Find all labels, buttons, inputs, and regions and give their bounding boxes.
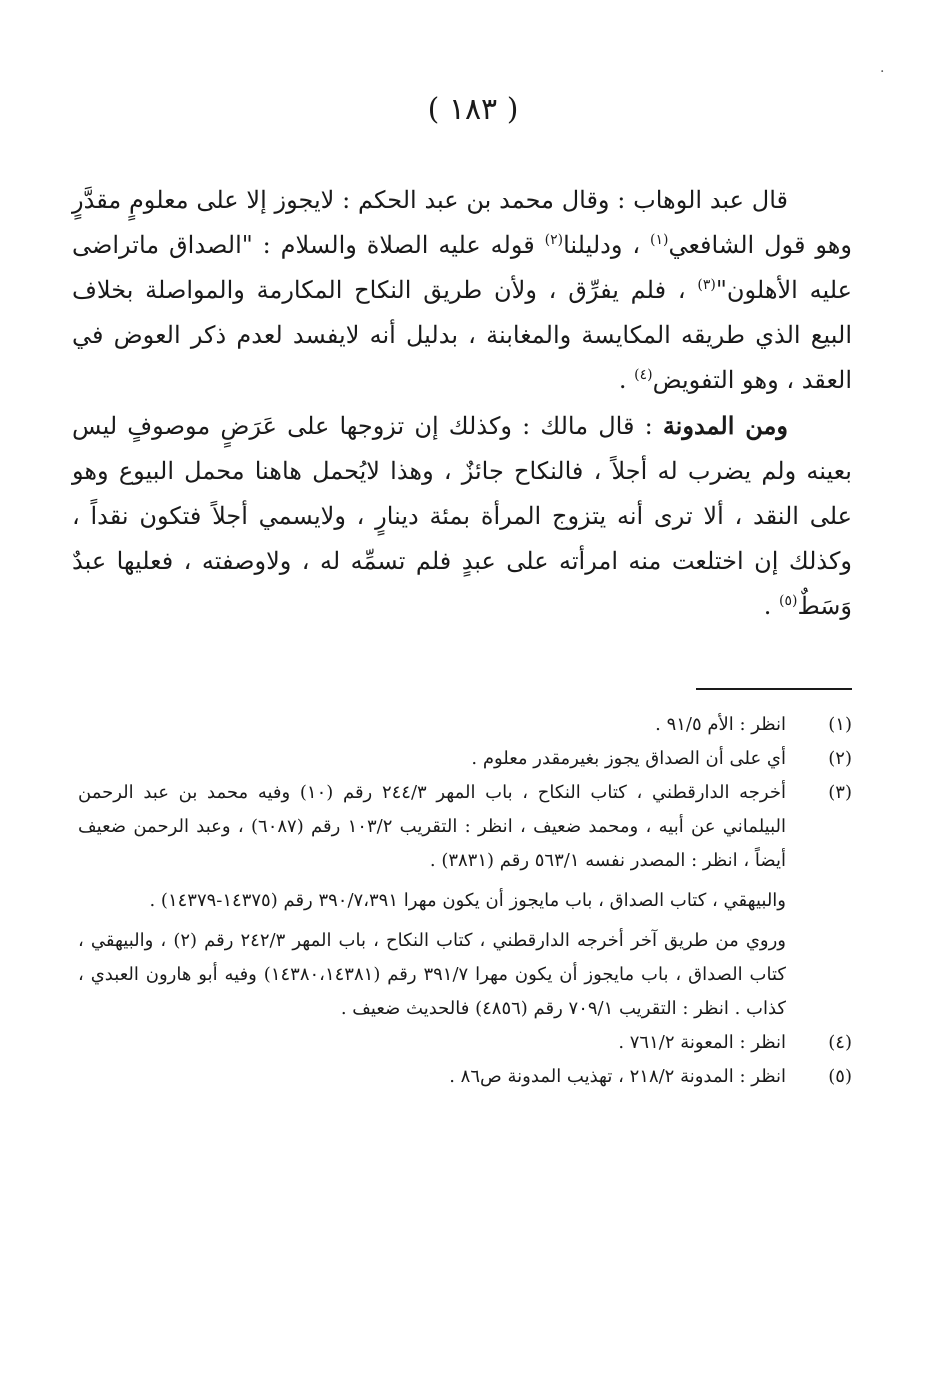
text-run: ، ودليلنا [563, 231, 650, 259]
text-run: قوله عليه الصلاة والسلام : "الصداق ماتراضى عليه الأهلون" [72, 231, 852, 304]
footnote-1 [78, 708, 852, 742]
footnote-paragraph: أخرجه الدارقطني ، كتاب النكاح ، باب المهر ٢٤٤/٣ رقم (١٠) وفيه محمد بن عبد الرحمن البيلماني عن أبيه ، ومحمد ضعيف ، انظر : التقريب ١٠٣/٢ رقم (٦٠٨٧) ، وعبد الرحمن ضعيف أيضاً ، انظر : المصدر نفسه ٥٦٣/١ رقم (٣٨٣١) . [78, 782, 786, 871]
footnote-text [78, 776, 786, 1026]
footnote-paragraph: والبيهقي ، كتاب الصداق ، باب مايجوز أن يكون مهرا ٣٩٠/٧،٣٩١ رقم (١٤٣٧٥-١٤٣٧٩) . [149, 890, 786, 911]
footnote-2 [78, 742, 852, 776]
footnote-paragraph: انظر : المعونة ٧٦١/٢ . [618, 1032, 786, 1053]
text-run: . [763, 592, 780, 620]
footnote-paragraph: وروي من طريق آخر أخرجه الدارقطني ، كتاب النكاح ، باب المهر ٢٤٢/٣ رقم (٢) ، والبيهقي ، كتاب الصداق ، باب مايجوز أن يكون مهرا ٣٩١/٧ رقم (١٤٣٨٠،١٤٣٨١) وفيه أبو هارون العبدي ، كذاب . انظر : التقريب ٧٠٩/١ رقم (٤٨٥٦) فالحديث ضعيف . [78, 930, 786, 1019]
text-run: : قال مالك : وكذلك إن تزوجها على عَرَضٍ موصوفٍ ليس بعينه ولم يضرب له أجلاً ، فالنكاح جائزٌ ، وهذا لايُحمل هاهنا محمل البيوع وهو على النقد ، ألا ترى أنه يتزوج المرأة بمئة دينارٍ ، ولايسمي أجلاً فتكون نقداً ، وكذلك إن اختلعت منه امرأته على عبدٍ فلم تسمِّه له ، ولاوصفته ، فعليها عبدٌ وَسَطٌ [72, 412, 852, 620]
footnote-ref-2: (٢) [544, 232, 564, 248]
page-edge-mark: · [880, 64, 885, 80]
paragraph-2 [72, 403, 852, 629]
paragraph-1 [72, 178, 852, 403]
footnote-text [78, 1060, 786, 1094]
source-heading: ومن المدونة [662, 411, 788, 440]
page-number: ( ١٨٣ ) [427, 92, 519, 127]
footnote-separator [696, 688, 852, 690]
footnote-paragraph: أي على أن الصداق يجوز بغيرمقدر معلوم . [471, 748, 786, 769]
text-run: قال عبد الوهاب : وقال محمد بن عبد الحكم : لايجوز إلا على معلومٍ مقدَّرٍ وهو قول الشافعي [72, 186, 853, 259]
footnote-paragraph: انظر : الأم ٩١/٥ . [655, 714, 786, 735]
footnote-ref-1: (١) [650, 232, 669, 248]
footnote-text [78, 742, 786, 776]
footnote-number: (١) [828, 714, 852, 735]
main-text [72, 178, 852, 629]
footnote-4 [78, 1026, 852, 1060]
text-run: . [618, 366, 635, 394]
footnote-text [78, 708, 786, 742]
footnote-3 [78, 776, 852, 1026]
footnote-ref-5: (٥) [779, 593, 798, 609]
footnote-5 [78, 1060, 852, 1094]
footnote-paragraph: انظر : المدونة ٢١٨/٢ ، تهذيب المدونة ص٨٦ . [449, 1066, 786, 1087]
footnotes [78, 708, 852, 1094]
footnote-number: (٣) [828, 782, 852, 803]
footnote-number: (٢) [828, 748, 852, 769]
footnote-ref-3: (٣) [697, 277, 716, 293]
footnote-number: (٤) [828, 1032, 852, 1053]
text-run: ، فلم يفرِّق ، ولأن طريق النكاح المكارمة والمواصلة بخلاف البيع الذي طريقه المكايسة والمغابنة ، بدليل أنه لايفسد لعدم ذكر العوض في العقد ، وهو التفويض [72, 276, 852, 394]
footnote-number: (٥) [828, 1066, 852, 1087]
footnote-text [78, 1026, 786, 1060]
footnote-ref-4: (٤) [634, 367, 653, 383]
